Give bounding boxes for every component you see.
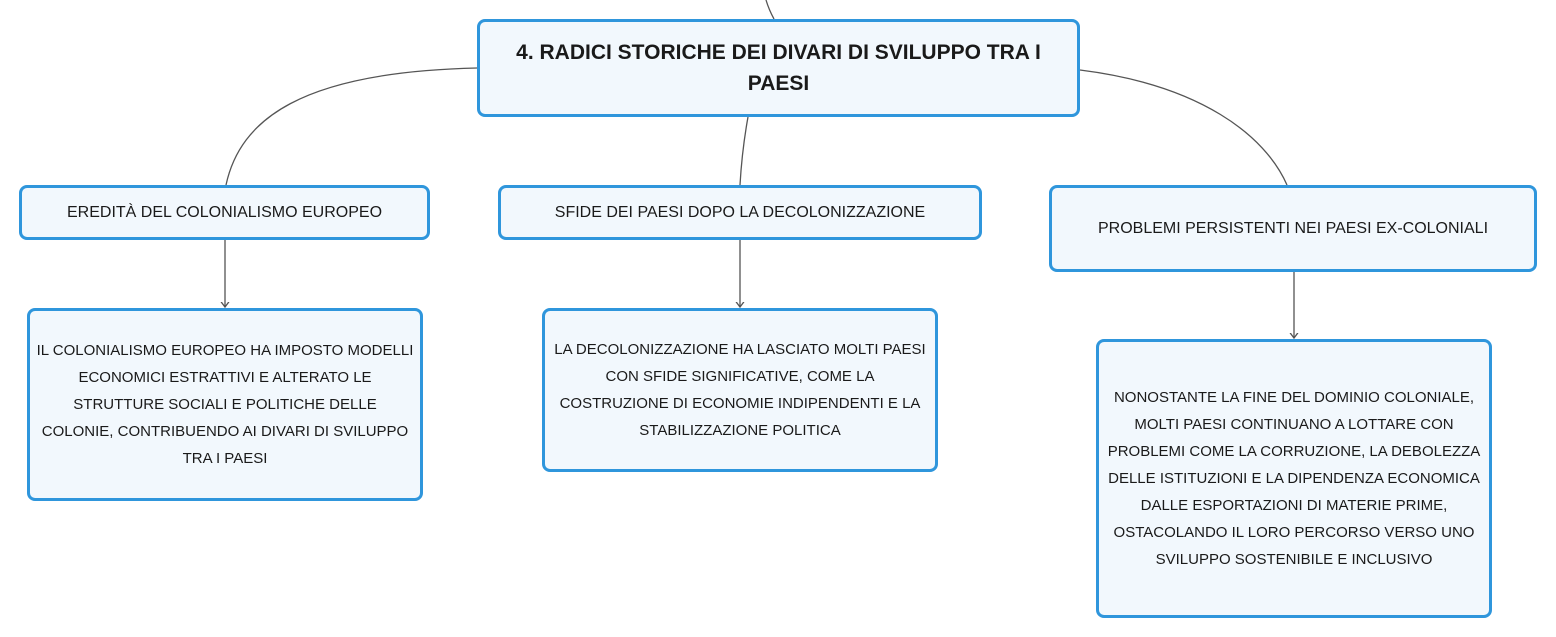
topic-label: SFIDE DEI PAESI DOPO LA DECOLONIZZAZIONE: [554, 203, 926, 221]
root-topic-title: 4. RADICI STORICHE DEI DIVARI DI SVILUPPO TRA I PAESI: [516, 41, 1041, 95]
detail-text: NONOSTANTE LA FINE DEL DOMINIO COLONIALE, MOLTI PAESI CONTINUANO A LOTTARE CON PROBLEMI COME LA CORRUZIONE, LA DEBOLEZZA DELLE ISTITUZIONI E LA DIPENDENZA ECONOMICA DALLE ESPORTAZIONI DI MATERIE PRIME, OSTACOLANDO IL LORO PERCORSO VERSO UNO SVILUPPO SOSTENIBILE E INCLUSIVO: [1107, 389, 1481, 568]
detail-text: LA DECOLONIZZAZIONE HA LASCIATO MOLTI PAESI CON SFIDE SIGNIFICATIVE, COME LA COSTRUZIONE DI ECONOMIE INDIPENDENTI E LA STABILIZZAZIONE POLITICA: [554, 341, 926, 439]
topic-label: EREDITÀ DEL COLONIALISMO EUROPEO: [66, 203, 383, 221]
detail-node-colonial-legacy[interactable]: [27, 308, 423, 501]
connector-parent-to-root: [766, 0, 774, 19]
topic-label: PROBLEMI PERSISTENTI NEI PAESI EX-COLONIALI: [1097, 219, 1489, 237]
connector-root-to-topic-3: [1080, 70, 1287, 185]
topic-node-post-decolonization-challenges[interactable]: [498, 185, 982, 240]
detail-text: IL COLONIALISMO EUROPEO HA IMPOSTO MODELLI ECONOMICI ESTRATTIVI E ALTERATO LE STRUTTURE SOCIALI E POLITICHE DELLE COLONIE, CONTRIBUENDO AI DIVARI DI SVILUPPO TRA I PAESI: [36, 342, 414, 467]
connector-root-to-topic-2: [740, 117, 748, 185]
detail-node-persistent-problems[interactable]: [1096, 339, 1492, 618]
topic-node-colonial-legacy[interactable]: [19, 185, 430, 240]
connector-root-to-topic-1: [226, 68, 477, 185]
root-topic-node[interactable]: [477, 19, 1080, 117]
detail-node-post-decolonization-challenges[interactable]: [542, 308, 938, 472]
topic-node-persistent-problems[interactable]: [1049, 185, 1537, 272]
